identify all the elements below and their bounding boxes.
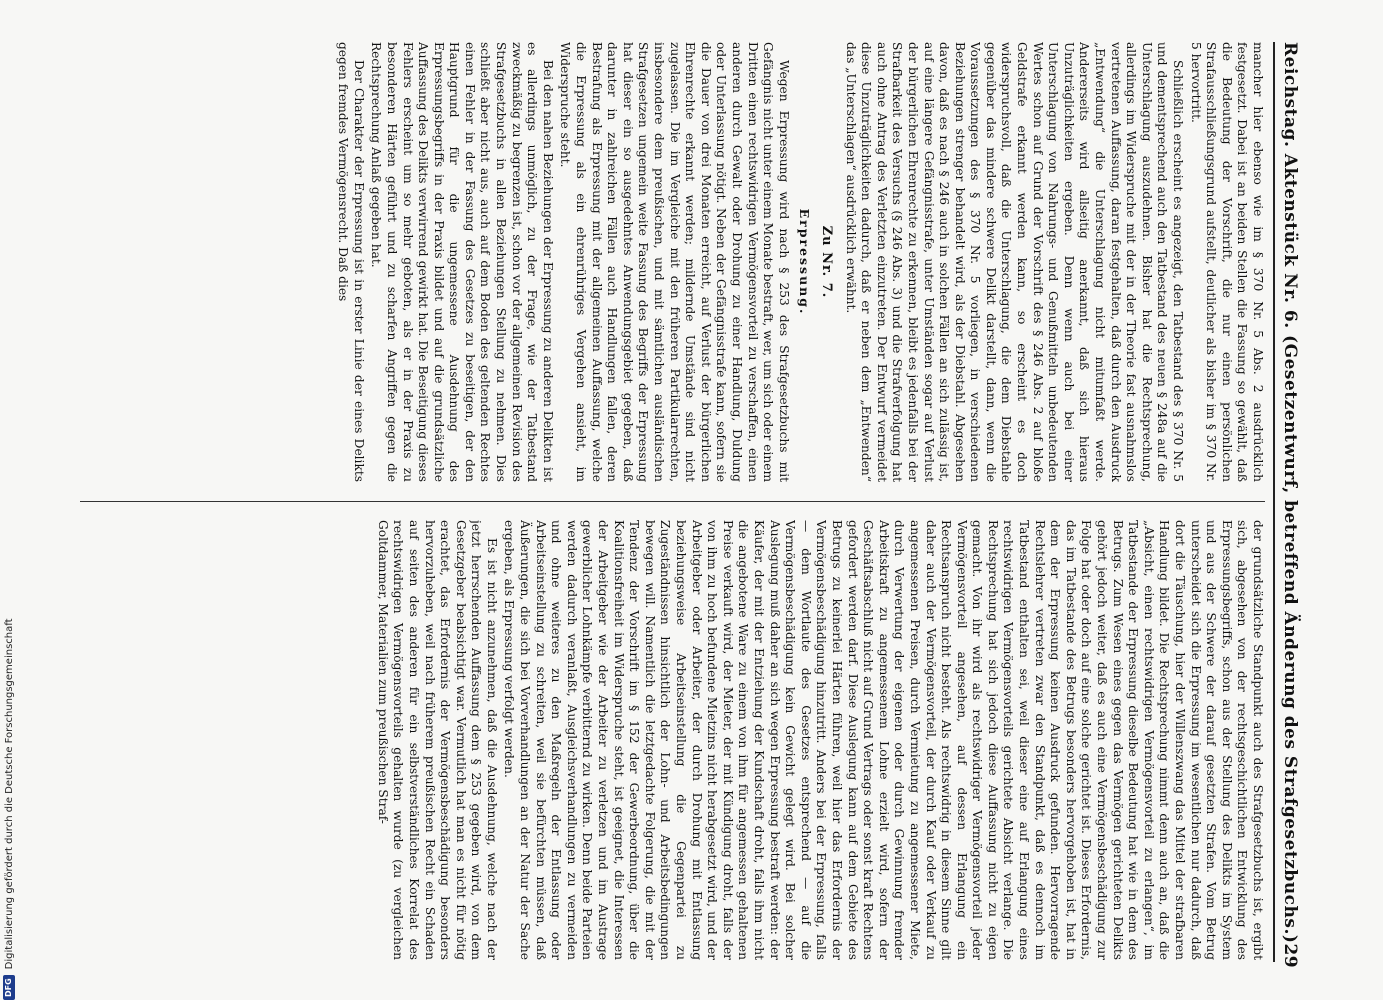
right-column (80, 520, 1265, 960)
section-subheading: Erpressung. (797, 208, 813, 316)
credit-text: Digitalisierung gefördert durch die Deutsche Forschungsgemeinschaft (3, 618, 15, 970)
paragraph: Wegen Erpressung wird nach § 253 des Strafgesetzbuchs mit Gefängnis nicht unter einem Monate bestraft, wer, um sich oder einem Dritten einen rechtswidrigen Vermögensvorteil zu verschaffen, einen anderen durch Gewalt oder Drohung zu einer Handlung, Duldung oder Unterlassung nötigt. Neben der Gefängnisstrafe kann, sofern sie die Dauer von drei Monaten erreicht, auf Verlust der bürgerlichen Ehrenrechte erkannt werden; mildernde Umstände sind nicht zugelassen. Die im Vergleiche mit den früheren Partikularrechten, insbesondere dem preußischen, und mit sämtlichen ausländischen Strafgesetzen ungemein weite Fassung des Begriffs der Erpressung hat dieser ein so ausgedehntes Anwendungsgebiet gegeben, daß darunter in zahlreichen Fällen auch Handlungen fallen, deren Bestrafung als Erpressung mit der allgemeinen Auffassung, welche die Erpressung als ein ehrenrühriges Vergehen ansieht, im Widerspruche steht. (558, 42, 791, 482)
paragraph: mancher hier ebenso wie im § 370 Nr. 5 Abs. 2 ausdrücklich festgesetzt. Dabei ist an beiden Stellen die Fassung so gewählt, daß die Bedeutung der Vorschrift, die nur einen persönlichen Strafausschließungsgrund aufstellt, deutlicher als bisher im § 370 Nr. 5 hervortritt. (1188, 42, 1265, 482)
text-columns (80, 42, 1265, 962)
paragraph: Bei den nahen Beziehungen der Erpressung zu anderen Delikten ist es allerdings unmöglich, zu der Frage, wie der Tatbestand zweckmäßig zu begrenzen ist, schon vor der allgemeinen Revision des Strafgesetzbuchs in allen Beziehungen Stellung zu nehmen. Dies schließt aber nicht aus, auch auf dem Boden des geltenden Rechtes einen Fehler in der Fassung des Gesetzes zu beseitigen, der den Hauptgrund für die ungemessene Ausdehnung des Erpressungsbegriffs in der Praxis bildet und auf die grundsätzliche Auffassung des Delikts verwirrend gewirkt hat. Die Beseitigung dieses Fehlers erscheint um so mehr geboten, als er in der Praxis zu besonderen Härten geführt und zu scharfen Angriffen gegen die Rechtsprechung Anlaß gegeben hat. (369, 42, 555, 482)
paragraph: Es ist nicht anzunehmen, daß die Ausdehnung, welche nach der jetzt herrschenden Auffassung dem § 253 gegeben wird, von dem Gesetzgeber beabsichtigt war. Vermutlich hat man es nicht für nötig erachtet, das Erfordernis der Vermögensbeschädigung besonders hervorzuheben, weil nach früherem preußischen Recht ein Schaden auf seiten des anderen für ein selbstverständliches Korrelat des rechtswidrigen Vermögensvorteils gehalten wurde (zu vergleichen Goltdammer, Materialien zum preußischen Straf- (375, 520, 499, 960)
paragraph: Der Charakter der Erpressung ist in erster Linie der eines Delikts gegen fremdes Vermögensrecht. Daß dies (336, 42, 366, 482)
printed-page (75, 42, 1305, 969)
paragraph: Schließlich erscheint es angezeigt, den Tatbestand des § 370 Nr. 5 und dementsprechend auch den Tatbestand des neuen § 248a auf die Unterschlagung auszudehnen. Bisher hat die Rechtsprechung, allerdings im Widerspruche mit der in der Theorie fast ausnahmslos vertretenen Auffassung, daran festgehalten, daß durch den Ausdruck „Entwendung“ die Unterschlagung nicht mitumfaßt werde. Andererseits wird allseitig anerkannt, daß sich hieraus Unzuträglichkeiten ergeben. Denn wenn auch bei einer Unterschlagung von Nahrungs- und Genußmitteln unbedeutenden Wertes schon auf Grund der Vorschrift des § 246 Abs. 2 auf bloße Geldstrafe erkannt werden kann, so erscheint es doch widerspruchsvoll, daß die Unterschlagung, die dem Diebstahle gegenüber das mindere schwere Delikt darstellt, dann, wenn die Voraussetzungen des § 370 Nr. 5 vorliegen, in verschiedenen Beziehungen strenger behandelt wird, als der Diebstahl. Abgesehen davon, daß es nach § 246 auch in solchen Fällen an sich zulässig ist, auf eine längere Gefängnisstrafe, unter Umständen sogar auf Verlust der bürgerlichen Ehrenrechte zu erkennen, bleibt es jedenfalls bei der Strafbarkeit des Versuchs (§ 246 Abs. 3) und die Strafverfolgung hat auch ohne Antrag des Verletzten einzutreten. Der Entwurf vermeidet diese Unzuträglichkeiten dadurch, daß er neben dem „Entwenden“ das „Unterschlagen“ ausdrücklich erwähnt. (843, 42, 1186, 482)
digitization-credit (2, 0, 16, 1000)
dfg-logo: DFG (3, 975, 15, 1000)
column-divider (80, 501, 1265, 502)
running-head (1273, 42, 1305, 969)
section-heading: Zu Nr. 7. (818, 225, 834, 299)
paragraph: der grundsätzliche Standpunkt auch des Strafgesetzbuchs ist, ergibt sich, abgesehen von der rechtsgeschichtlichen Entwicklung des Erpressungsbegriffs, schon aus der Stellung des Delikts im System und aus der Schwere der darauf gesetzten Strafen. Vom Betrug unterscheidet sich die Erpressung im wesentlichen nur dadurch, daß dort die Täuschung, hier der Willenszwang das Mittel der strafbaren Handlung bildet. Die Rechtsprechung nimmt denn auch an, daß die „Absicht, einen rechtswidrigen Vermögensvorteil zu erlangen“, im Tatbestande der Erpressung dieselbe Bedeutung hat wie in dem des Betrugs. Zum Wesen eines gegen das Vermögen gerichteten Delikts gehört jedoch weiter, daß es auch eine Vermögensbeschädigung zur Folge hat oder doch auf eine solche gerichtet ist. Dieses Erfordernis, das im Tatbestande des Betrugs besonders hervorgehoben ist, hat in dem der Erpressung keinen Ausdruck gefunden. Hervorragende Rechtslehrer vertreten zwar den Standpunkt, daß es dennoch im Tatbestand enthalten sei, weil dieser eine auf Erlangung eines rechtswidrigen Vermögensvorteils gerichtete Absicht verlange. Die Rechtsprechung hat sich jedoch diese Auffassung nicht zu eigen gemacht. Von ihr wird als rechtswidriger Vermögensvorteil jeder Vermögensvorteil angesehen, auf dessen Erlangung ein Rechtsanspruch nicht besteht. Als rechtswidrig in diesem Sinne gilt daher auch der Vermögensvorteil, der durch Kauf oder Verkauf zu angemessenen Preisen, durch Vermietung zu angemessener Miete, durch Verwertung der eigenen oder durch Gewinnung fremder Arbeitskraft zu angemessenem Lohne erzielt wird, sofern der Geschäftsabschluß nicht auf Grund Vertrags oder sonst kraft Rechtens gefordert werden darf. Diese Auslegung kann auf dem Gebiete des Betrugs zu keinerlei Härten führen, weil hier das Erfordernis der Vermögensbeschädigung hinzutritt. Anders bei der Erpressung, falls — dem Wortlaute des Gesetzes entsprechend — auf die Vermögensbeschädigung kein Gewicht gelegt wird. Bei solcher Auslegung muß daher an sich wegen Erpressung bestraft werden: der Käufer, der mit der Entziehung der Kundschaft droht, falls ihm nicht die angebotene Ware zu einem von ihm für angemessen gehaltenen Preise verkauft wird, der Mieter, der mit Kündigung droht, falls der von ihm zu hoch befundene Mietzins nicht herabgesetzt wird, und der Arbeitgeber oder Arbeiter, der durch Drohung mit Entlassung beziehungsweise Arbeitseinstellung die Gegenpartei zu Zugeständnissen hinsichtlich der Lohn- und Arbeitsbedingungen bewegen will. Namentlich die letztgedachte Folgerung, die mit der Tendenz der Vorschrift im § 152 der Gewerbeordnung, über die Koalitionsfreiheit im Widerspruche steht, ist geeignet, die Interessen der Arbeitgeber wie der Arbeiter zu verletzen und im Austrage gewerblicher Lohnkämpfe verbitternd zu wirken. Denn beide Parteien werden dadurch veranlaßt, Ausgleichsverhandlungen zu vermeiden und ohne weiteres zu den Maßregeln der Entlassung oder Arbeitseinstellung zu schreiten, weil sie befürchten müssen, daß Äußerungen, die sich bei Vorverhandlungen an der Natur der Sache ergeben, als Erpressung verfolgt werden. (502, 520, 1265, 960)
left-column (80, 42, 1265, 482)
running-head-title: Reichstag. Aktenstück Nr. 6. (Gesetzentwurf, betreffend Änderung des Strafgesetzbuchs.) (1280, 42, 1300, 944)
page-number: 29 (1280, 943, 1300, 969)
